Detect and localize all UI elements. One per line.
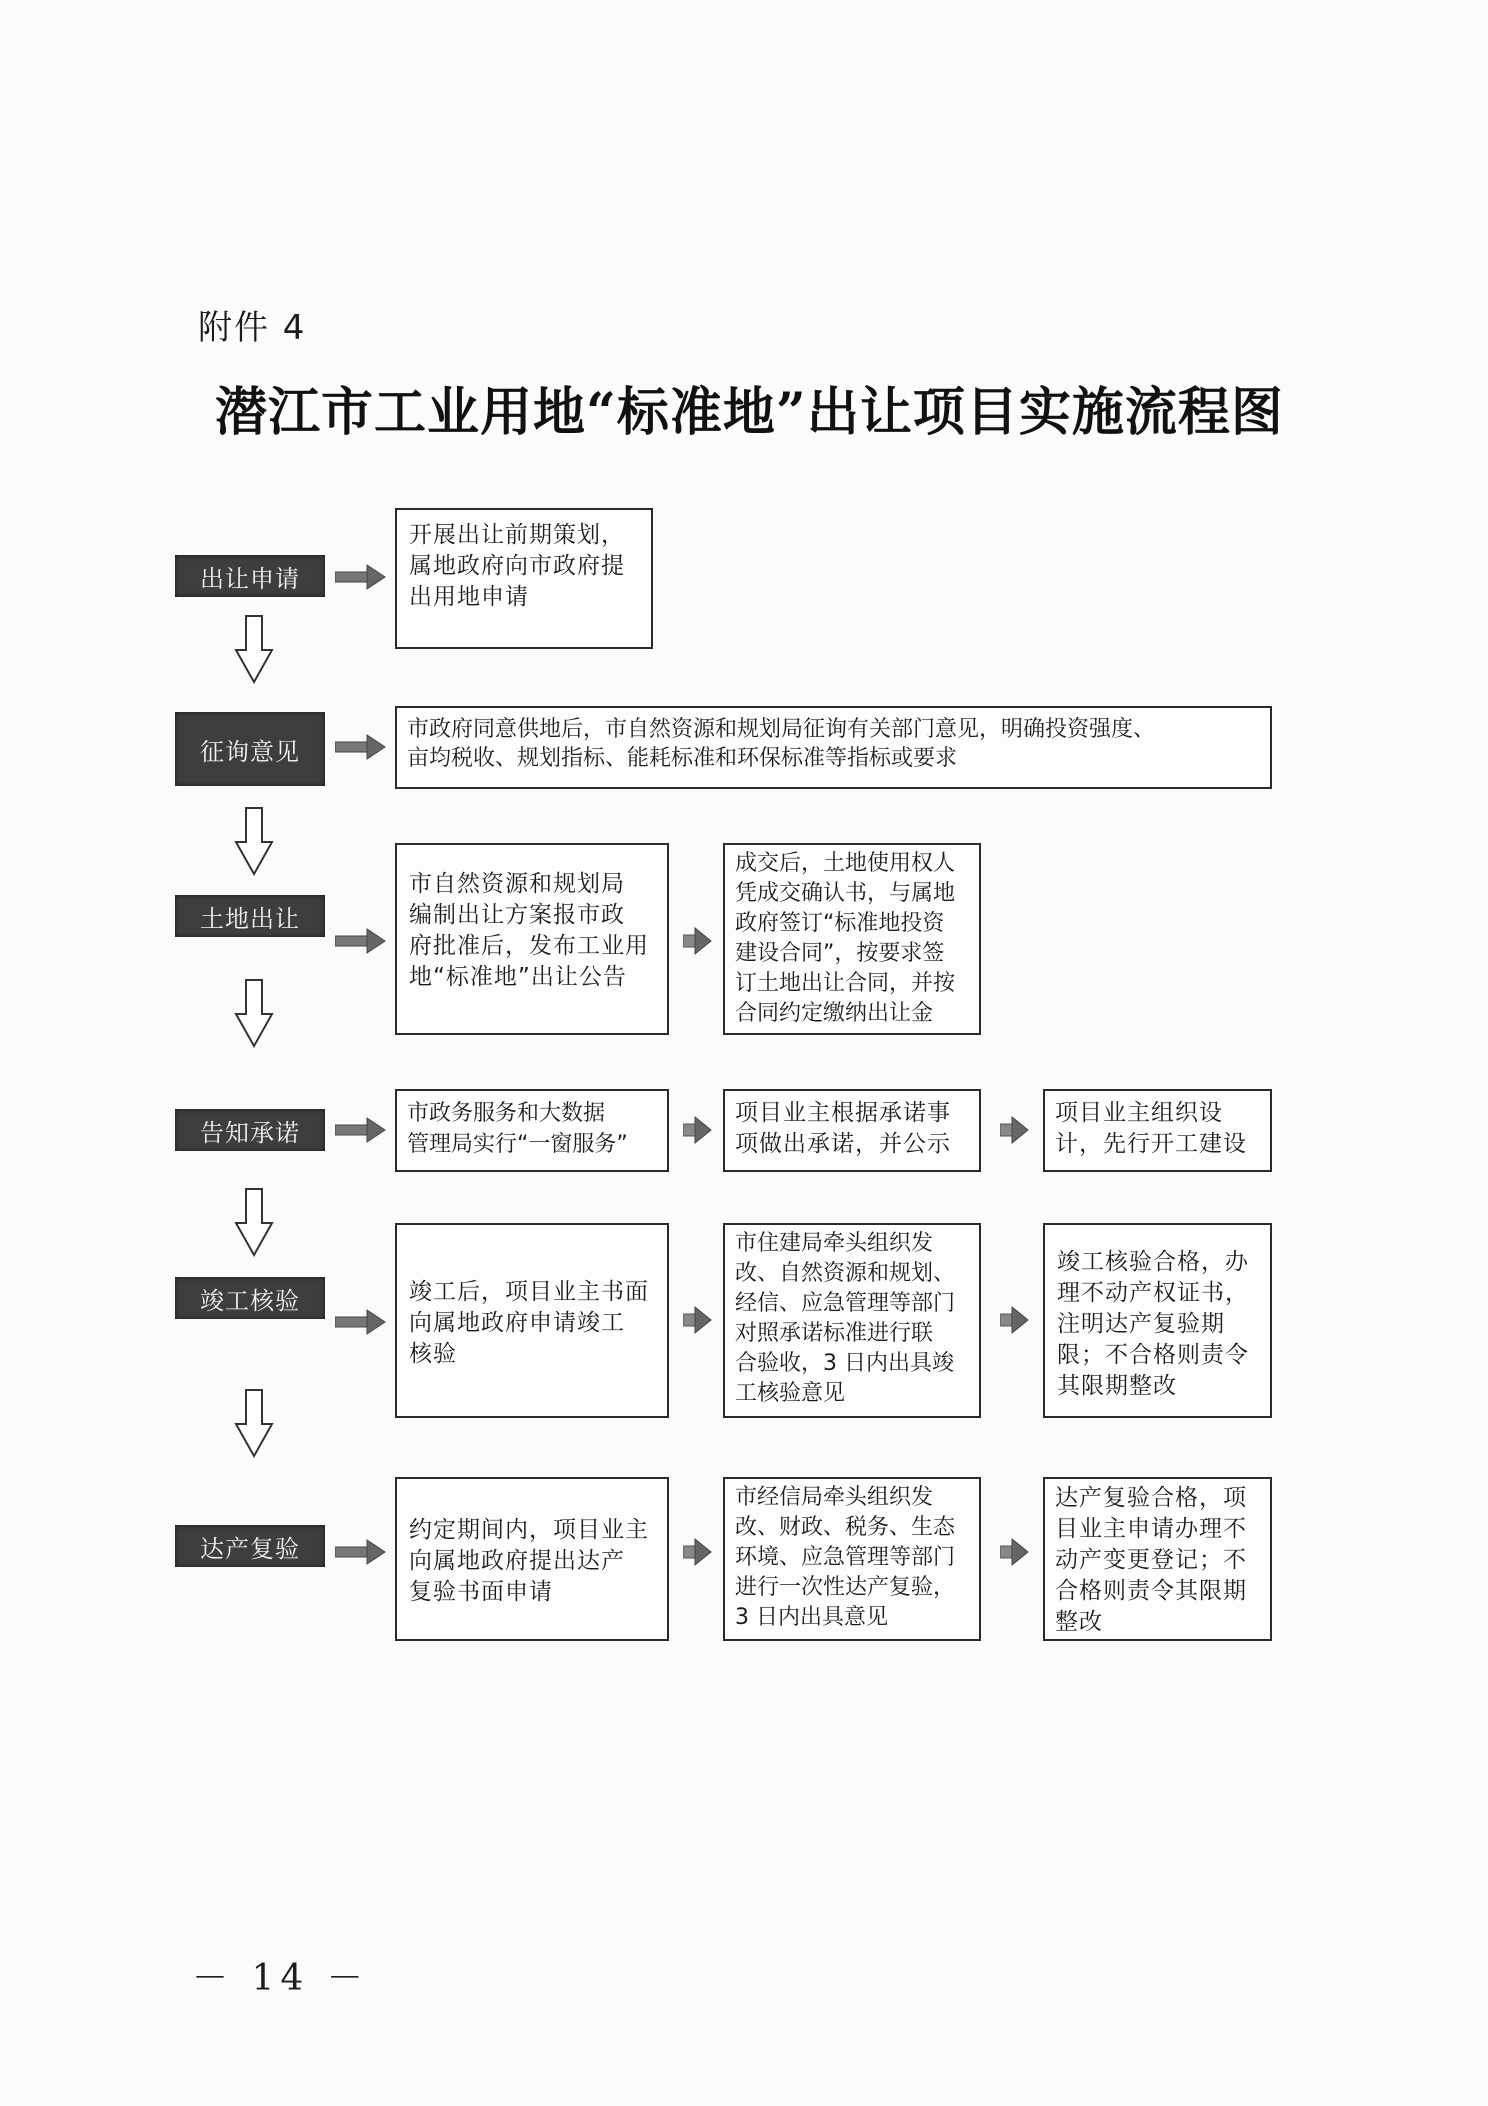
flow-box-transfer-plan: 市自然资源和规划局 编制出让方案报市政 府批准后，发布工业用 地“标准地”出让公告 (395, 843, 669, 1035)
down-arrow-icon (234, 1388, 274, 1458)
flow-box-start-construction: 项目业主组织设 计，先行开工建设 (1043, 1089, 1272, 1172)
right-arrow-icon (683, 1305, 713, 1335)
right-arrow-icon (335, 1539, 387, 1565)
flow-box-review-application: 约定期间内，项目业主 向属地政府提出达产 复验书面申请 (395, 1477, 669, 1641)
flow-box-property-certificate: 竣工核验合格，办 理不动产权证书， 注明达产复验期 限；不合格则责令 其限期整改 (1043, 1223, 1272, 1418)
right-arrow-icon (335, 1309, 387, 1335)
flow-box-completion-application: 竣工后，项目业主书面 向属地政府申请竣工 核验 (395, 1223, 669, 1418)
page-title: 潜江市工业用地“标准地”出让项目实施流程图 (215, 382, 1284, 443)
flow-box-one-window: 市政务服务和大数据 管理局实行“一窗服务” (395, 1089, 669, 1172)
stage-production-review: 达产复验 (175, 1525, 325, 1567)
right-arrow-icon (1000, 1305, 1030, 1335)
stage-land-transfer: 土地出让 (175, 895, 325, 937)
right-arrow-icon (335, 928, 387, 954)
down-arrow-icon (234, 806, 274, 876)
flow-box-one-time-review: 市经信局牵头组织发 改、财政、税务、生态 环境、应急管理等部门 进行一次性达产复验， 3 日内出具意见 (723, 1477, 981, 1641)
down-arrow-icon (234, 1187, 274, 1257)
stage-completion-inspection: 竣工核验 (175, 1277, 325, 1319)
right-arrow-icon (335, 564, 387, 590)
right-arrow-icon (1000, 1115, 1030, 1145)
down-arrow-icon (234, 978, 274, 1048)
flow-box-consultation: 市政府同意供地后，市自然资源和规划局征询有关部门意见，明确投资强度、 亩均税收、规划指标、能耗标准和环保标准等指标或要求 (395, 706, 1272, 789)
right-arrow-icon (335, 734, 387, 760)
stage-commitment: 告知承诺 (175, 1109, 325, 1151)
stage-consultation: 征询意见 (175, 712, 325, 786)
down-arrow-icon (234, 614, 274, 684)
flow-box-owner-commitment: 项目业主根据承诺事 项做出承诺，并公示 (723, 1089, 981, 1172)
right-arrow-icon (683, 926, 713, 956)
right-arrow-icon (1000, 1537, 1030, 1567)
flow-box-application: 开展出让前期策划， 属地政府向市政府提 出用地申请 (395, 508, 653, 649)
flow-box-change-registration: 达产复验合格，项 目业主申请办理不 动产变更登记；不 合格则责令其限期 整改 (1043, 1477, 1272, 1641)
flow-box-transfer-contract: 成交后，土地使用权人 凭成交确认书，与属地 政府签订“标准地投资 建设合同”，按要求签 订土地出让合同，并按 合同约定缴纳出让金 (723, 843, 981, 1035)
flow-box-joint-acceptance: 市住建局牵头组织发 改、自然资源和规划、 经信、应急管理等部门 对照承诺标准进行联 合验收，3 日内出具竣 工核验意见 (723, 1223, 981, 1418)
page-number: － 14 － (192, 1958, 369, 1999)
right-arrow-icon (683, 1537, 713, 1567)
stage-application: 出让申请 (175, 555, 325, 597)
attachment-label: 附件 4 (198, 308, 307, 348)
right-arrow-icon (683, 1115, 713, 1145)
right-arrow-icon (335, 1117, 387, 1143)
